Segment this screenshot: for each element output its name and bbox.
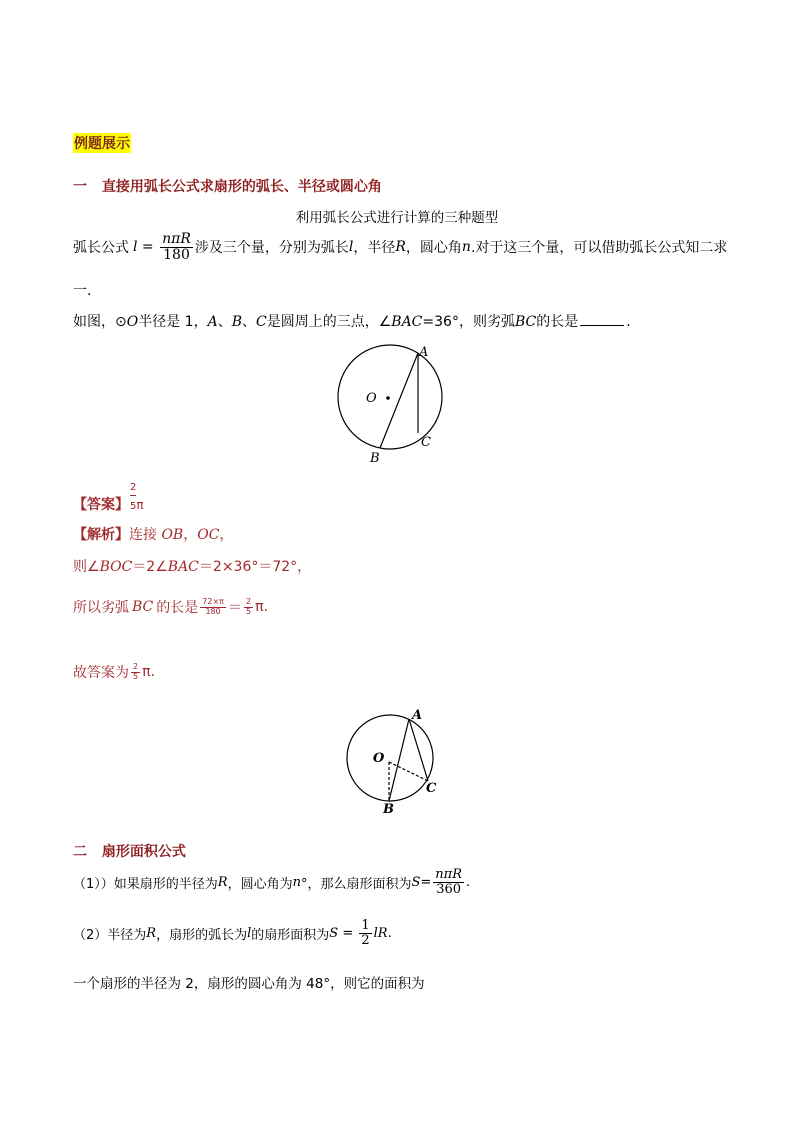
figure-1-circle (338, 345, 442, 449)
analysis-line3-fraction-2 (244, 598, 253, 616)
intro-mid2: ，圆心角 (405, 240, 462, 257)
answer-label: 【答案】 (73, 497, 129, 513)
analysis-label: 【解析】 (73, 527, 129, 543)
analysis-line3-frac1-num: 72×π (202, 597, 224, 607)
intro-tail: .对于这三个量，可以借助弧长公式知二求 (470, 240, 728, 257)
analysis-line4-fraction (131, 663, 140, 681)
intro-var-n: n (461, 239, 471, 256)
area2-num: 1 (361, 918, 370, 933)
area2-den: 2 (361, 932, 370, 948)
intro-prefix: 弧长公式 (73, 240, 129, 257)
area2-mid2: 的扇形面积为 (251, 927, 330, 943)
analysis-var-BC: BC (132, 599, 154, 615)
analysis-line3-frac2-num: 2 (245, 597, 252, 607)
area2-mid: ，扇形的弧长为 (156, 927, 248, 943)
area1-var-R: R (217, 874, 228, 890)
heading-2-title: 扇形面积公式 (101, 844, 186, 860)
subtitle: 利用弧长公式进行计算的三种题型 (295, 210, 499, 226)
intro-formula-den: 180 (163, 246, 190, 263)
section-badge: 例题展示 (73, 133, 131, 153)
q1-sep-2: 、 (242, 314, 256, 330)
answer-line (73, 480, 144, 514)
intro-line-2: 一. (73, 283, 92, 299)
analysis-line4-tail: π. (142, 664, 155, 680)
figure-2-circle (347, 715, 433, 801)
analysis-line3-pre: 所以劣弧 (73, 600, 129, 616)
figure-1-label-O: O (366, 391, 377, 406)
analysis-line2-mid: ＝2∠ (132, 559, 168, 575)
figure-2-label-B: B (383, 802, 394, 817)
figure-2-chord-AC (409, 719, 428, 781)
analysis-line4-den: 5 (133, 671, 139, 681)
area1-num: nπR (435, 867, 463, 882)
analysis-line3-frac2-den: 5 (245, 606, 252, 616)
intro-mid1: ，半径 (353, 240, 396, 257)
area2-var-l: l (247, 925, 252, 941)
intro-line-1 (73, 232, 727, 262)
analysis-line4-num: 2 (133, 662, 139, 672)
intro-formula-lhs: l (133, 239, 138, 256)
q1-sep-1: 、 (217, 314, 232, 330)
analysis-line-4 (73, 662, 155, 682)
intro-formula-num: nπR (162, 231, 191, 247)
intro-var-R: R (395, 239, 406, 256)
heading-2-number: 二 (73, 844, 87, 860)
analysis-var-BAC: BAC (167, 559, 199, 575)
analysis-text-1: 连接 (129, 527, 157, 543)
area1-var-n: n (292, 874, 301, 890)
area1-tail: . (466, 874, 471, 890)
area-formula-2 (73, 919, 392, 947)
analysis-comma: ， (183, 527, 198, 543)
intro-suffix: 涉及三个量，分别为弧长 (194, 240, 349, 257)
q1-var-A: A (207, 314, 218, 330)
area2-var-lR: lR (373, 925, 388, 941)
analysis-line-2 (73, 556, 311, 576)
answer-pi: π (136, 498, 144, 512)
area2-pre: （2）半径为 (73, 927, 147, 943)
heading-1-title: 直接用弧长公式求扇形的弧长、半径或圆心角 (101, 179, 382, 195)
analysis-line3-eq: ＝ (227, 600, 242, 616)
q1-text-1: 如图，⊙ (73, 314, 127, 330)
figure-1-circle-diagram (330, 340, 450, 465)
area1-den: 360 (436, 881, 462, 897)
heading-2 (73, 841, 186, 861)
figure-2-label-C: C (426, 781, 437, 796)
area1-eq: = (420, 874, 432, 890)
heading-1-number: 一 (73, 179, 87, 195)
figure-1-label-B: B (370, 451, 380, 465)
figure-2-label-O: O (373, 751, 385, 766)
analysis-line2-post: ＝2×36°＝72°， (198, 559, 312, 575)
figure-2-chord-AB (389, 719, 409, 801)
q1-var-BC: BC (514, 314, 537, 330)
q1-var-BAC: BAC (391, 314, 423, 330)
figure-2-label-A: A (412, 708, 423, 723)
area2-var-S: S (329, 925, 339, 941)
q1-text-6: . (626, 314, 631, 330)
answer-blank (580, 314, 624, 326)
q1-text-4: =36°，则劣弧 (422, 314, 515, 330)
area1-pre: （1））如果扇形的半径为 (73, 876, 218, 892)
analysis-line4-pre: 故答案为 (73, 665, 129, 681)
heading-1 (73, 176, 382, 196)
area-formula-1 (73, 868, 470, 896)
analysis-line3-mid: 的长是 (156, 600, 199, 616)
q1-var-B: B (231, 314, 242, 330)
analysis-var-OC: OC (197, 527, 220, 543)
figure-1-center-dot (386, 396, 390, 400)
intro-formula-fraction (160, 232, 193, 262)
area1-var-S: S (411, 874, 421, 890)
area2-tail: . (387, 925, 392, 941)
figure-2-circle-diagram (340, 706, 450, 818)
analysis-comma-2: ， (219, 527, 234, 543)
analysis-line3-tail: π. (255, 599, 268, 615)
analysis-line2-pre: 则∠ (73, 559, 100, 575)
area1-mid2: °，那么扇形面积为 (300, 876, 412, 892)
q1-text-2: 半径是 1， (138, 314, 208, 330)
q1-text-3: 是圆周上的三点，∠ (266, 314, 392, 330)
area2-var-R: R (146, 925, 157, 941)
question-2: 一个扇形的半径为 2，扇形的圆心角为 48°，则它的面积为 (73, 976, 425, 992)
figure-1-label-C: C (421, 435, 431, 450)
analysis-line-1 (73, 524, 233, 544)
analysis-line3-fraction-1 (200, 598, 226, 616)
q1-text-5: 的长是 (536, 314, 579, 330)
area2-eq: = (338, 925, 358, 941)
area1-mid: ，圆心角为 (227, 876, 293, 892)
analysis-line-3 (73, 597, 268, 617)
area2-fraction (359, 919, 371, 947)
answer-frac-den: 5 (130, 501, 137, 512)
analysis-line3-frac1-den: 180 (205, 606, 221, 616)
intro-formula-eq: = (137, 239, 159, 256)
answer-frac-num: 2 (130, 482, 137, 493)
figure-1-label-A: A (419, 345, 429, 360)
question-1 (73, 311, 631, 331)
figure-1-chord-AB (380, 353, 418, 448)
analysis-var-OB: OB (161, 527, 184, 543)
answer-fraction (130, 480, 144, 514)
q1-var-C: C (256, 314, 267, 330)
q1-var-O: O (126, 314, 139, 330)
analysis-var-BOC: BOC (99, 559, 133, 575)
area1-fraction (433, 868, 464, 896)
intro-var-l: l (348, 239, 354, 256)
